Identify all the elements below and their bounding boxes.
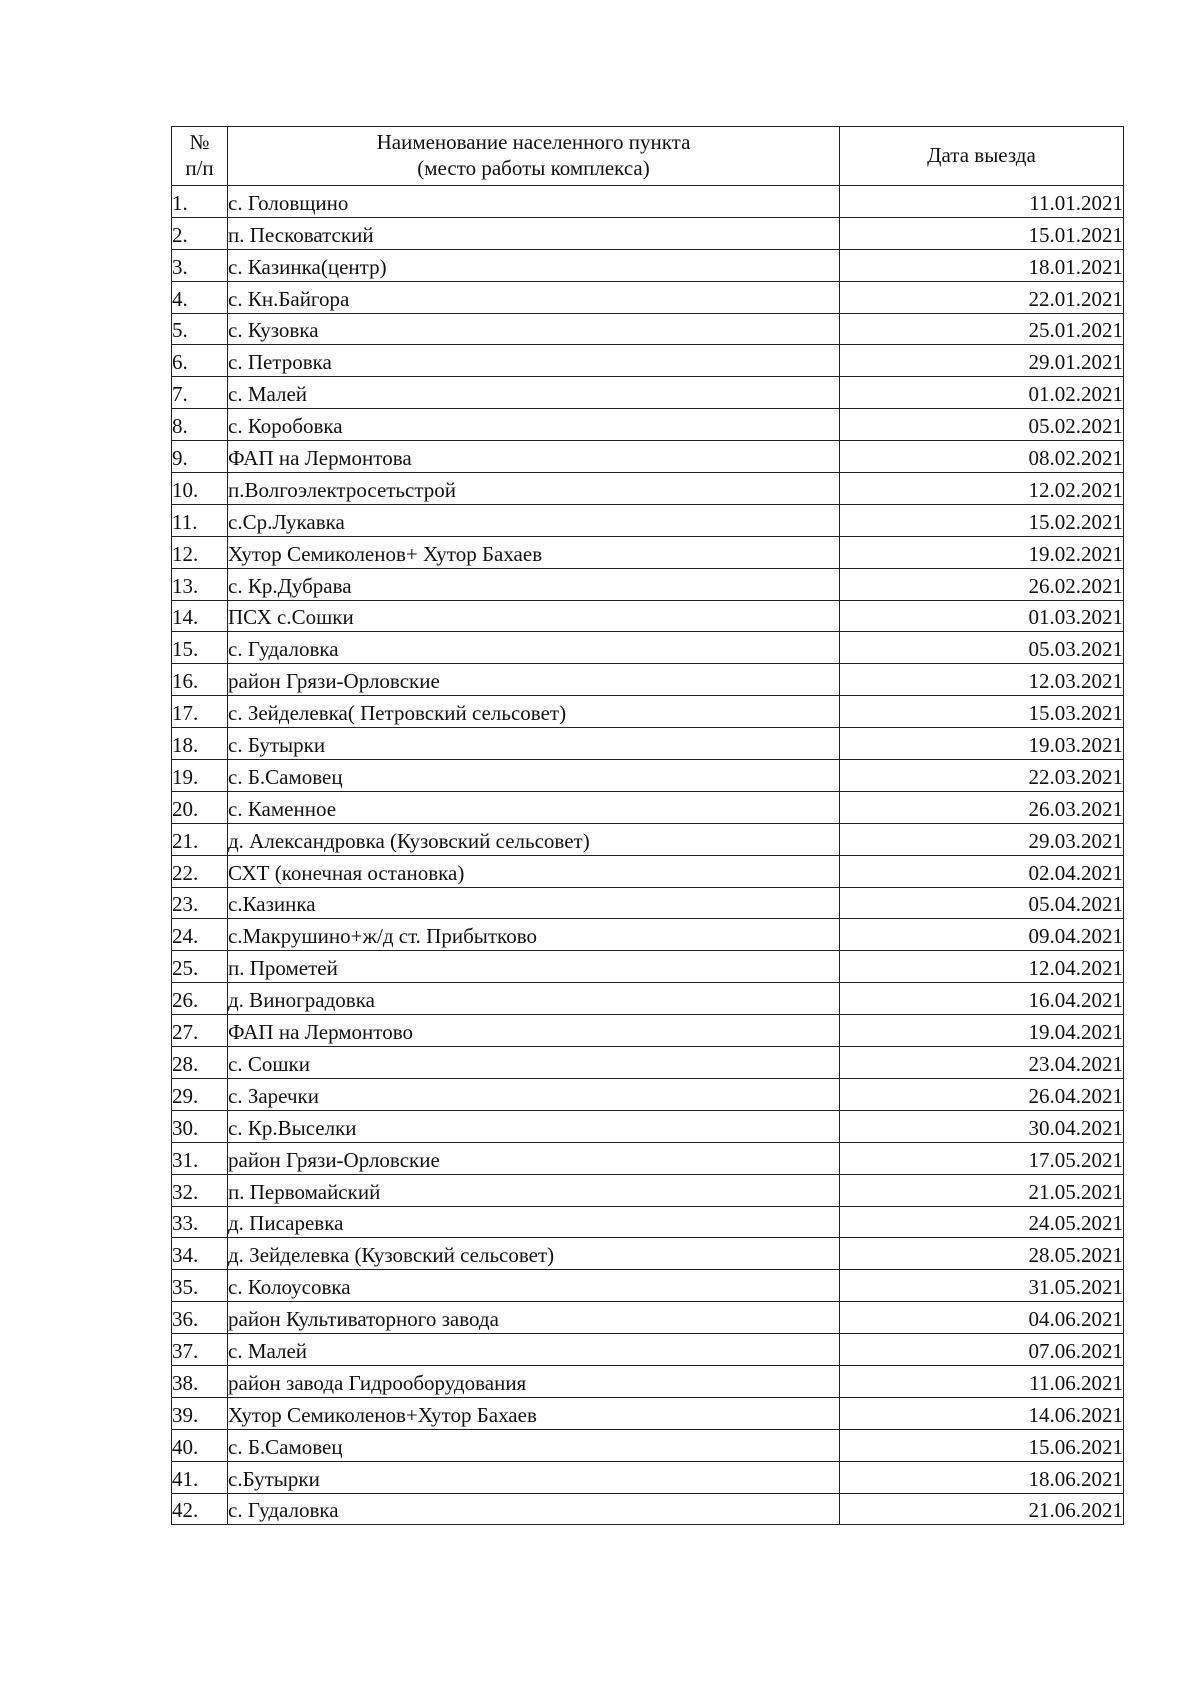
header-number bbox=[172, 127, 228, 186]
table-row bbox=[172, 983, 1124, 1015]
row-date: 19.04.2021 bbox=[840, 1015, 1124, 1047]
row-place: ФАП на Лермонтово bbox=[228, 1015, 840, 1047]
row-number: 5. bbox=[172, 313, 228, 345]
row-number: 8. bbox=[172, 409, 228, 441]
table-row bbox=[172, 887, 1124, 919]
table-row bbox=[172, 1047, 1124, 1079]
row-place: п.Волгоэлектросетьстрой bbox=[228, 473, 840, 505]
row-date: 21.05.2021 bbox=[840, 1174, 1124, 1206]
row-place: с. Петровка bbox=[228, 345, 840, 377]
table-row bbox=[172, 1110, 1124, 1142]
table-row bbox=[172, 632, 1124, 664]
row-place: с. Кр.Выселки bbox=[228, 1110, 840, 1142]
row-date: 08.02.2021 bbox=[840, 441, 1124, 473]
row-number: 9. bbox=[172, 441, 228, 473]
row-date: 05.04.2021 bbox=[840, 887, 1124, 919]
row-place: с.Макрушино+ж/д ст. Прибытково bbox=[228, 919, 840, 951]
row-date: 26.04.2021 bbox=[840, 1078, 1124, 1110]
row-number: 40. bbox=[172, 1429, 228, 1461]
row-place: с.Казинка bbox=[228, 887, 840, 919]
row-date: 15.06.2021 bbox=[840, 1429, 1124, 1461]
row-date: 11.01.2021 bbox=[840, 186, 1124, 218]
row-number: 42. bbox=[172, 1493, 228, 1525]
row-date: 19.03.2021 bbox=[840, 728, 1124, 760]
row-place: с. Каменное bbox=[228, 791, 840, 823]
row-place: д. Писаревка bbox=[228, 1206, 840, 1238]
row-number: 21. bbox=[172, 823, 228, 855]
table-row bbox=[172, 1397, 1124, 1429]
row-place: с. Гудаловка bbox=[228, 1493, 840, 1525]
row-number: 22. bbox=[172, 855, 228, 887]
row-date: 15.03.2021 bbox=[840, 696, 1124, 728]
table-row bbox=[172, 855, 1124, 887]
row-place: с. Гудаловка bbox=[228, 632, 840, 664]
row-place: Хутор Семиколенов+ Хутор Бахаев bbox=[228, 536, 840, 568]
row-date: 07.06.2021 bbox=[840, 1334, 1124, 1366]
row-place: с. Колоусовка bbox=[228, 1270, 840, 1302]
row-date: 29.03.2021 bbox=[840, 823, 1124, 855]
row-date: 18.01.2021 bbox=[840, 249, 1124, 281]
row-date: 21.06.2021 bbox=[840, 1493, 1124, 1525]
row-place: д. Александровка (Кузовский сельсовет) bbox=[228, 823, 840, 855]
row-number: 23. bbox=[172, 887, 228, 919]
row-number: 19. bbox=[172, 760, 228, 792]
row-number: 2. bbox=[172, 217, 228, 249]
row-place: район Грязи-Орловские bbox=[228, 664, 840, 696]
row-number: 38. bbox=[172, 1365, 228, 1397]
row-place: СХТ (конечная остановка) bbox=[228, 855, 840, 887]
row-number: 27. bbox=[172, 1015, 228, 1047]
row-date: 29.01.2021 bbox=[840, 345, 1124, 377]
table-row bbox=[172, 568, 1124, 600]
row-date: 17.05.2021 bbox=[840, 1142, 1124, 1174]
header-place-line1: Наименование населенного пункта bbox=[376, 130, 691, 155]
row-number: 36. bbox=[172, 1302, 228, 1334]
row-place: с. Зейделевка( Петровский сельсовет) bbox=[228, 696, 840, 728]
table-row bbox=[172, 536, 1124, 568]
table-row bbox=[172, 1302, 1124, 1334]
table-row bbox=[172, 760, 1124, 792]
row-number: 11. bbox=[172, 504, 228, 536]
row-number: 25. bbox=[172, 951, 228, 983]
row-place: с. Головщино bbox=[228, 186, 840, 218]
row-date: 05.02.2021 bbox=[840, 409, 1124, 441]
row-number: 6. bbox=[172, 345, 228, 377]
row-place: с. Б.Самовец bbox=[228, 760, 840, 792]
row-number: 24. bbox=[172, 919, 228, 951]
header-number-line2: п/п bbox=[185, 156, 214, 180]
table-header bbox=[172, 127, 1124, 186]
table-row bbox=[172, 504, 1124, 536]
row-place: п. Песковатский bbox=[228, 217, 840, 249]
table-row bbox=[172, 1238, 1124, 1270]
row-place: с.Бутырки bbox=[228, 1461, 840, 1493]
table-row bbox=[172, 377, 1124, 409]
row-date: 31.05.2021 bbox=[840, 1270, 1124, 1302]
row-date: 05.03.2021 bbox=[840, 632, 1124, 664]
header-date: Дата выезда bbox=[840, 127, 1124, 186]
row-place: район Культиваторного завода bbox=[228, 1302, 840, 1334]
row-date: 12.03.2021 bbox=[840, 664, 1124, 696]
row-date: 04.06.2021 bbox=[840, 1302, 1124, 1334]
row-date: 23.04.2021 bbox=[840, 1047, 1124, 1079]
row-date: 18.06.2021 bbox=[840, 1461, 1124, 1493]
table-row bbox=[172, 1015, 1124, 1047]
row-place: с. Заречки bbox=[228, 1078, 840, 1110]
header-number-line1: № bbox=[189, 130, 210, 155]
table-row bbox=[172, 1174, 1124, 1206]
row-number: 39. bbox=[172, 1397, 228, 1429]
row-number: 14. bbox=[172, 600, 228, 632]
row-place: д. Виноградовка bbox=[228, 983, 840, 1015]
row-place: д. Зейделевка (Кузовский сельсовет) bbox=[228, 1238, 840, 1270]
row-place: с. Кр.Дубрава bbox=[228, 568, 840, 600]
row-date: 14.06.2021 bbox=[840, 1397, 1124, 1429]
table-row bbox=[172, 600, 1124, 632]
table-row bbox=[172, 313, 1124, 345]
row-place: с. Кн.Байгора bbox=[228, 281, 840, 313]
table-row bbox=[172, 951, 1124, 983]
row-number: 18. bbox=[172, 728, 228, 760]
row-date: 09.04.2021 bbox=[840, 919, 1124, 951]
row-place: с. Кузовка bbox=[228, 313, 840, 345]
table-row bbox=[172, 217, 1124, 249]
row-number: 41. bbox=[172, 1461, 228, 1493]
row-date: 24.05.2021 bbox=[840, 1206, 1124, 1238]
row-number: 1. bbox=[172, 186, 228, 218]
row-place: с. Казинка(центр) bbox=[228, 249, 840, 281]
table-row bbox=[172, 1206, 1124, 1238]
table-row bbox=[172, 664, 1124, 696]
row-place: ПСХ с.Сошки bbox=[228, 600, 840, 632]
row-date: 12.04.2021 bbox=[840, 951, 1124, 983]
row-place: с. Коробовка bbox=[228, 409, 840, 441]
row-number: 16. bbox=[172, 664, 228, 696]
row-place: с.Ср.Лукавка bbox=[228, 504, 840, 536]
row-number: 15. bbox=[172, 632, 228, 664]
table-row bbox=[172, 728, 1124, 760]
header-row bbox=[172, 127, 1124, 186]
table-row bbox=[172, 1461, 1124, 1493]
table-row bbox=[172, 791, 1124, 823]
table-row bbox=[172, 1365, 1124, 1397]
schedule-table bbox=[171, 126, 1124, 1525]
table-row bbox=[172, 441, 1124, 473]
header-place bbox=[228, 127, 840, 186]
row-date: 01.02.2021 bbox=[840, 377, 1124, 409]
row-date: 22.03.2021 bbox=[840, 760, 1124, 792]
row-date: 28.05.2021 bbox=[840, 1238, 1124, 1270]
table-row bbox=[172, 1429, 1124, 1461]
row-date: 11.06.2021 bbox=[840, 1365, 1124, 1397]
row-date: 19.02.2021 bbox=[840, 536, 1124, 568]
row-number: 31. bbox=[172, 1142, 228, 1174]
row-place: Хутор Семиколенов+Хутор Бахаев bbox=[228, 1397, 840, 1429]
row-number: 7. bbox=[172, 377, 228, 409]
row-number: 17. bbox=[172, 696, 228, 728]
row-number: 10. bbox=[172, 473, 228, 505]
row-place: с. Малей bbox=[228, 377, 840, 409]
row-date: 26.03.2021 bbox=[840, 791, 1124, 823]
row-date: 12.02.2021 bbox=[840, 473, 1124, 505]
header-place-line2: (место работы комплекса) bbox=[417, 156, 650, 180]
table-row bbox=[172, 281, 1124, 313]
row-place: район Грязи-Орловские bbox=[228, 1142, 840, 1174]
row-place: ФАП на Лермонтова bbox=[228, 441, 840, 473]
row-date: 01.03.2021 bbox=[840, 600, 1124, 632]
row-number: 29. bbox=[172, 1078, 228, 1110]
table-row bbox=[172, 409, 1124, 441]
table-row bbox=[172, 1334, 1124, 1366]
table-row bbox=[172, 345, 1124, 377]
table-row bbox=[172, 1493, 1124, 1525]
table-row bbox=[172, 473, 1124, 505]
row-number: 32. bbox=[172, 1174, 228, 1206]
table-row bbox=[172, 696, 1124, 728]
row-number: 37. bbox=[172, 1334, 228, 1366]
row-number: 26. bbox=[172, 983, 228, 1015]
row-date: 02.04.2021 bbox=[840, 855, 1124, 887]
row-date: 16.04.2021 bbox=[840, 983, 1124, 1015]
row-place: п. Первомайский bbox=[228, 1174, 840, 1206]
table-row bbox=[172, 186, 1124, 218]
row-place: район завода Гидрооборудования bbox=[228, 1365, 840, 1397]
row-number: 33. bbox=[172, 1206, 228, 1238]
table-body bbox=[172, 186, 1124, 1525]
row-place: с. Бутырки bbox=[228, 728, 840, 760]
row-date: 30.04.2021 bbox=[840, 1110, 1124, 1142]
row-place: с. Малей bbox=[228, 1334, 840, 1366]
row-date: 15.02.2021 bbox=[840, 504, 1124, 536]
row-place: с. Сошки bbox=[228, 1047, 840, 1079]
table-row bbox=[172, 249, 1124, 281]
table-row bbox=[172, 1270, 1124, 1302]
row-number: 13. bbox=[172, 568, 228, 600]
row-date: 26.02.2021 bbox=[840, 568, 1124, 600]
row-date: 15.01.2021 bbox=[840, 217, 1124, 249]
row-number: 4. bbox=[172, 281, 228, 313]
row-place: п. Прометей bbox=[228, 951, 840, 983]
row-number: 30. bbox=[172, 1110, 228, 1142]
row-number: 12. bbox=[172, 536, 228, 568]
table-row bbox=[172, 823, 1124, 855]
table-row bbox=[172, 1078, 1124, 1110]
table-row bbox=[172, 1142, 1124, 1174]
table-row bbox=[172, 919, 1124, 951]
row-number: 34. bbox=[172, 1238, 228, 1270]
row-number: 35. bbox=[172, 1270, 228, 1302]
row-number: 3. bbox=[172, 249, 228, 281]
row-number: 28. bbox=[172, 1047, 228, 1079]
row-number: 20. bbox=[172, 791, 228, 823]
row-date: 25.01.2021 bbox=[840, 313, 1124, 345]
row-place: с. Б.Самовец bbox=[228, 1429, 840, 1461]
row-date: 22.01.2021 bbox=[840, 281, 1124, 313]
